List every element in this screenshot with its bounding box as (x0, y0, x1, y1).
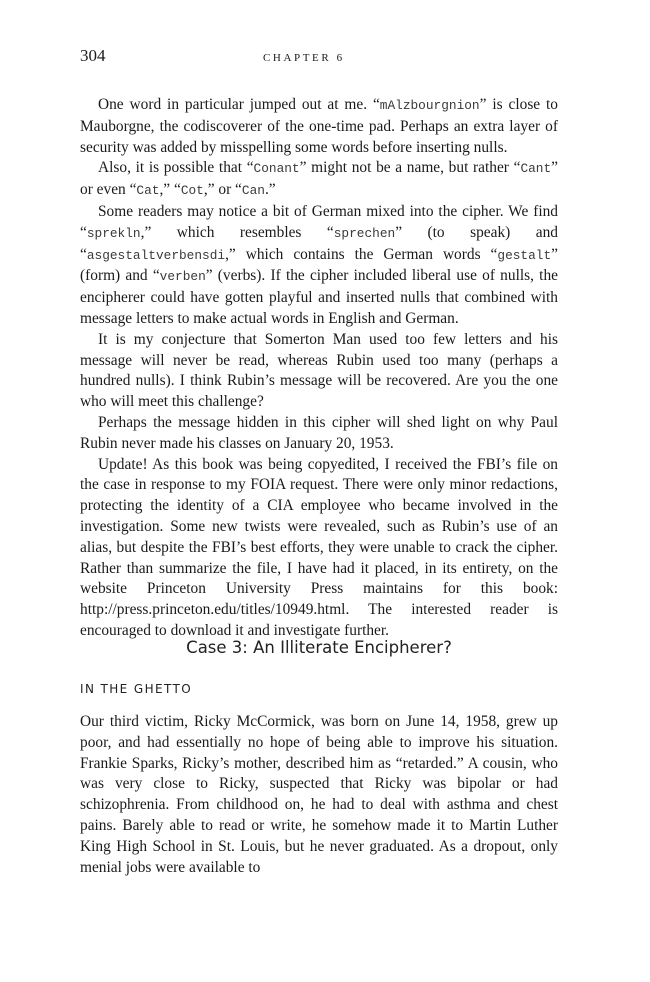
running-head (80, 46, 558, 70)
paragraph: Update! As this book was being copyedited, I received the FBI’s file on the case in response to my FOIA request. There were only minor redactions, protecting the identity of a CIA employee who became involved in the investigation. Some new twists were revealed, such as Rubin’s use of an alias, but despite the FBI’s best efforts, they were unable to crack the cipher. Rather than summarize the file, I have had it placed, in its entirety, on the website Princeton University Press maintains for this book: http://press.princeton.edu/titles/10949.html. The interested reader is encouraged to download it and investigate further. (80, 455, 558, 639)
cipher-word: sprekln (86, 225, 141, 241)
paragraph: Our third victim, Ricky McCormick, was born on June 14, 1958, grew up poor, and had essentially no hope of being able to improve his situation. Frankie Sparks, Ricky’s mother, described him as “retarded.” A cousin, who was very close to Ricky, suspected that Ricky was bipolar or had schizophrenia. From childhood on, he had to deal with asthma and chest pains. Barely able to read or write, he somehow made it to Martin Luther King High School in St. Louis, but he never graduated. As a dropout, only menial jobs were available to (80, 713, 558, 876)
paragraph: Perhaps the message hidden in this cipher will shed light on why Paul Rubin never made his classes on January 20, 1953. (80, 413, 558, 452)
paragraph: Some readers may notice a bit of German mixed into the cipher. We find “sprekln,” which resembles “sprechen” (to speak) and “asgestaltverbensdi,” which contains the German words “gestalt” (form) and “verben” (verbs). If the cipher included liberal use of nulls, the encipherer could have gotten playful and inserted nulls that combined with message letters to make actual words in English and German. (80, 202, 558, 327)
cipher-word: gestalt (497, 247, 552, 263)
paragraph: It is my conjecture that Somerton Man used too few letters and his message will never be read, whereas Rubin used too many (perhaps a hundred nulls). I think Rubin’s message will be recovered. Are you the one who will meet this challenge? (80, 330, 558, 411)
cipher-word: asgestaltverbensdi (86, 247, 226, 263)
cipher-word: verben (159, 269, 206, 285)
page-number: 304 (80, 46, 106, 65)
cipher-word: Can (241, 183, 265, 199)
cipher-word: mAlzbourgnion (379, 98, 480, 113)
paragraph: One word in particular jumped out at me. “mAlzbourgnion” is close to Mauborgne, the codiscoverer of the one-time pad. Perhaps an extra layer of security was added by misspelling some words before inserting nulls. (80, 96, 558, 156)
body-text-top (80, 95, 558, 642)
paragraph: Also, it is possible that “Conant” might not be a name, but rather “Cant” or even “Cat,” “Cot,” or “Can.” (80, 159, 558, 199)
body-text-bottom (80, 712, 558, 878)
chapter-label: CHAPTER 6 (263, 52, 345, 64)
cipher-word: Cat (136, 183, 160, 199)
cipher-word: Cot (180, 183, 204, 199)
cipher-word: Cant (520, 161, 552, 177)
sub-heading: IN THE GHETTO (80, 682, 193, 696)
section-heading: Case 3: An Illiterate Encipherer? (186, 638, 452, 657)
cipher-word: sprechen (333, 225, 396, 241)
cipher-word: Conant (253, 161, 300, 177)
